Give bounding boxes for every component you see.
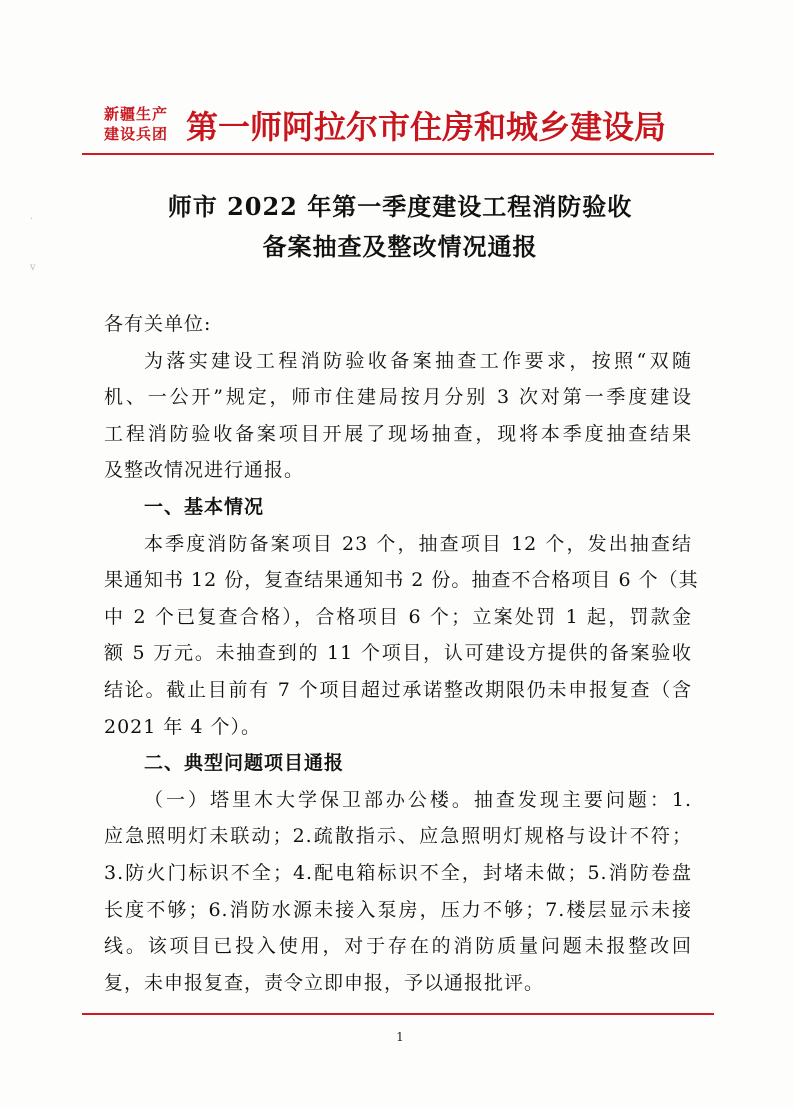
salutation: 各有关单位: (104, 313, 212, 335)
letterhead-org-line2: 建设兵团 (103, 125, 168, 143)
section-heading-basic: 一、基本情况 (144, 495, 265, 518)
paragraph-line: 工程消防验收备案项目开展了现场抽查，现将本季度抽查结果 (104, 422, 692, 445)
paragraph-line: （一）塔里木大学保卫部办公楼。抽查发现主要问题：1. (144, 788, 692, 811)
letterhead-org-line1: 新疆生产 (103, 105, 168, 123)
letterhead-organization (86, 104, 186, 144)
paragraph-line: 结论。截止目前有 7 个项目超过承诺整改期限仍未申报复查（含 (104, 678, 692, 701)
paragraph-line: 及整改情况进行通报。 (104, 459, 305, 482)
page-number: 1 (396, 1030, 404, 1044)
paragraph-line: 复，未申报复查，责令立即申报，予以通报批评。 (104, 971, 545, 994)
paragraph-line: 2021 年 4 个）。 (104, 715, 262, 738)
paragraph-line: 3.防火门标识不全；4.配电箱标识不全，封堵未做；5.消防卷盘 (104, 861, 692, 884)
footer-divider (82, 1013, 714, 1015)
document-title-line2: 备案抽查及整改情况通报 (262, 232, 538, 261)
letterhead-title: 第一师阿拉尔市住房和城乡建设局 (186, 108, 667, 146)
document-body (104, 306, 699, 1001)
paragraph-line: 长度不够；6.消防水源未接入泵房，压力不够；7.楼层显示未接 (104, 898, 692, 921)
paragraph-line: 中 2 个已复查合格），合格项目 6 个；立案处罚 1 起，罚款金 (104, 605, 692, 628)
scan-mark: · (30, 214, 34, 225)
paragraph-line: 线。该项目已投入使用，对于存在的消防质量问题未报整改回 (104, 935, 692, 958)
scan-mark: ⅴ (30, 262, 36, 273)
section-heading-typical-problems: 二、典型问题项目通报 (144, 752, 345, 775)
document-title (100, 187, 700, 267)
letterhead-divider (82, 153, 714, 155)
paragraph-line: 本季度消防备案项目 23 个，抽查项目 12 个，发出抽查结 (144, 532, 692, 555)
paragraph-line: 额 5 万元。未抽查到的 11 个项目，认可建设方提供的备案验收 (104, 642, 692, 665)
paragraph-line: 为落实建设工程消防验收备案抽查工作要求，按照“双随 (144, 349, 692, 372)
paragraph-line: 机、一公开”规定，师市住建局按月分别 3 次对第一季度建设 (104, 386, 692, 409)
paragraph-line: 应急照明灯未联动；2.疏散指示、应急照明灯规格与设计不符； (104, 825, 692, 848)
paragraph-line: 果通知书 12 份，复查结果通知书 2 份。抽查不合格项目 6 个（其 (104, 569, 699, 592)
document-title-line1: 师市 2022 年第一季度建设工程消防验收 (167, 192, 633, 221)
